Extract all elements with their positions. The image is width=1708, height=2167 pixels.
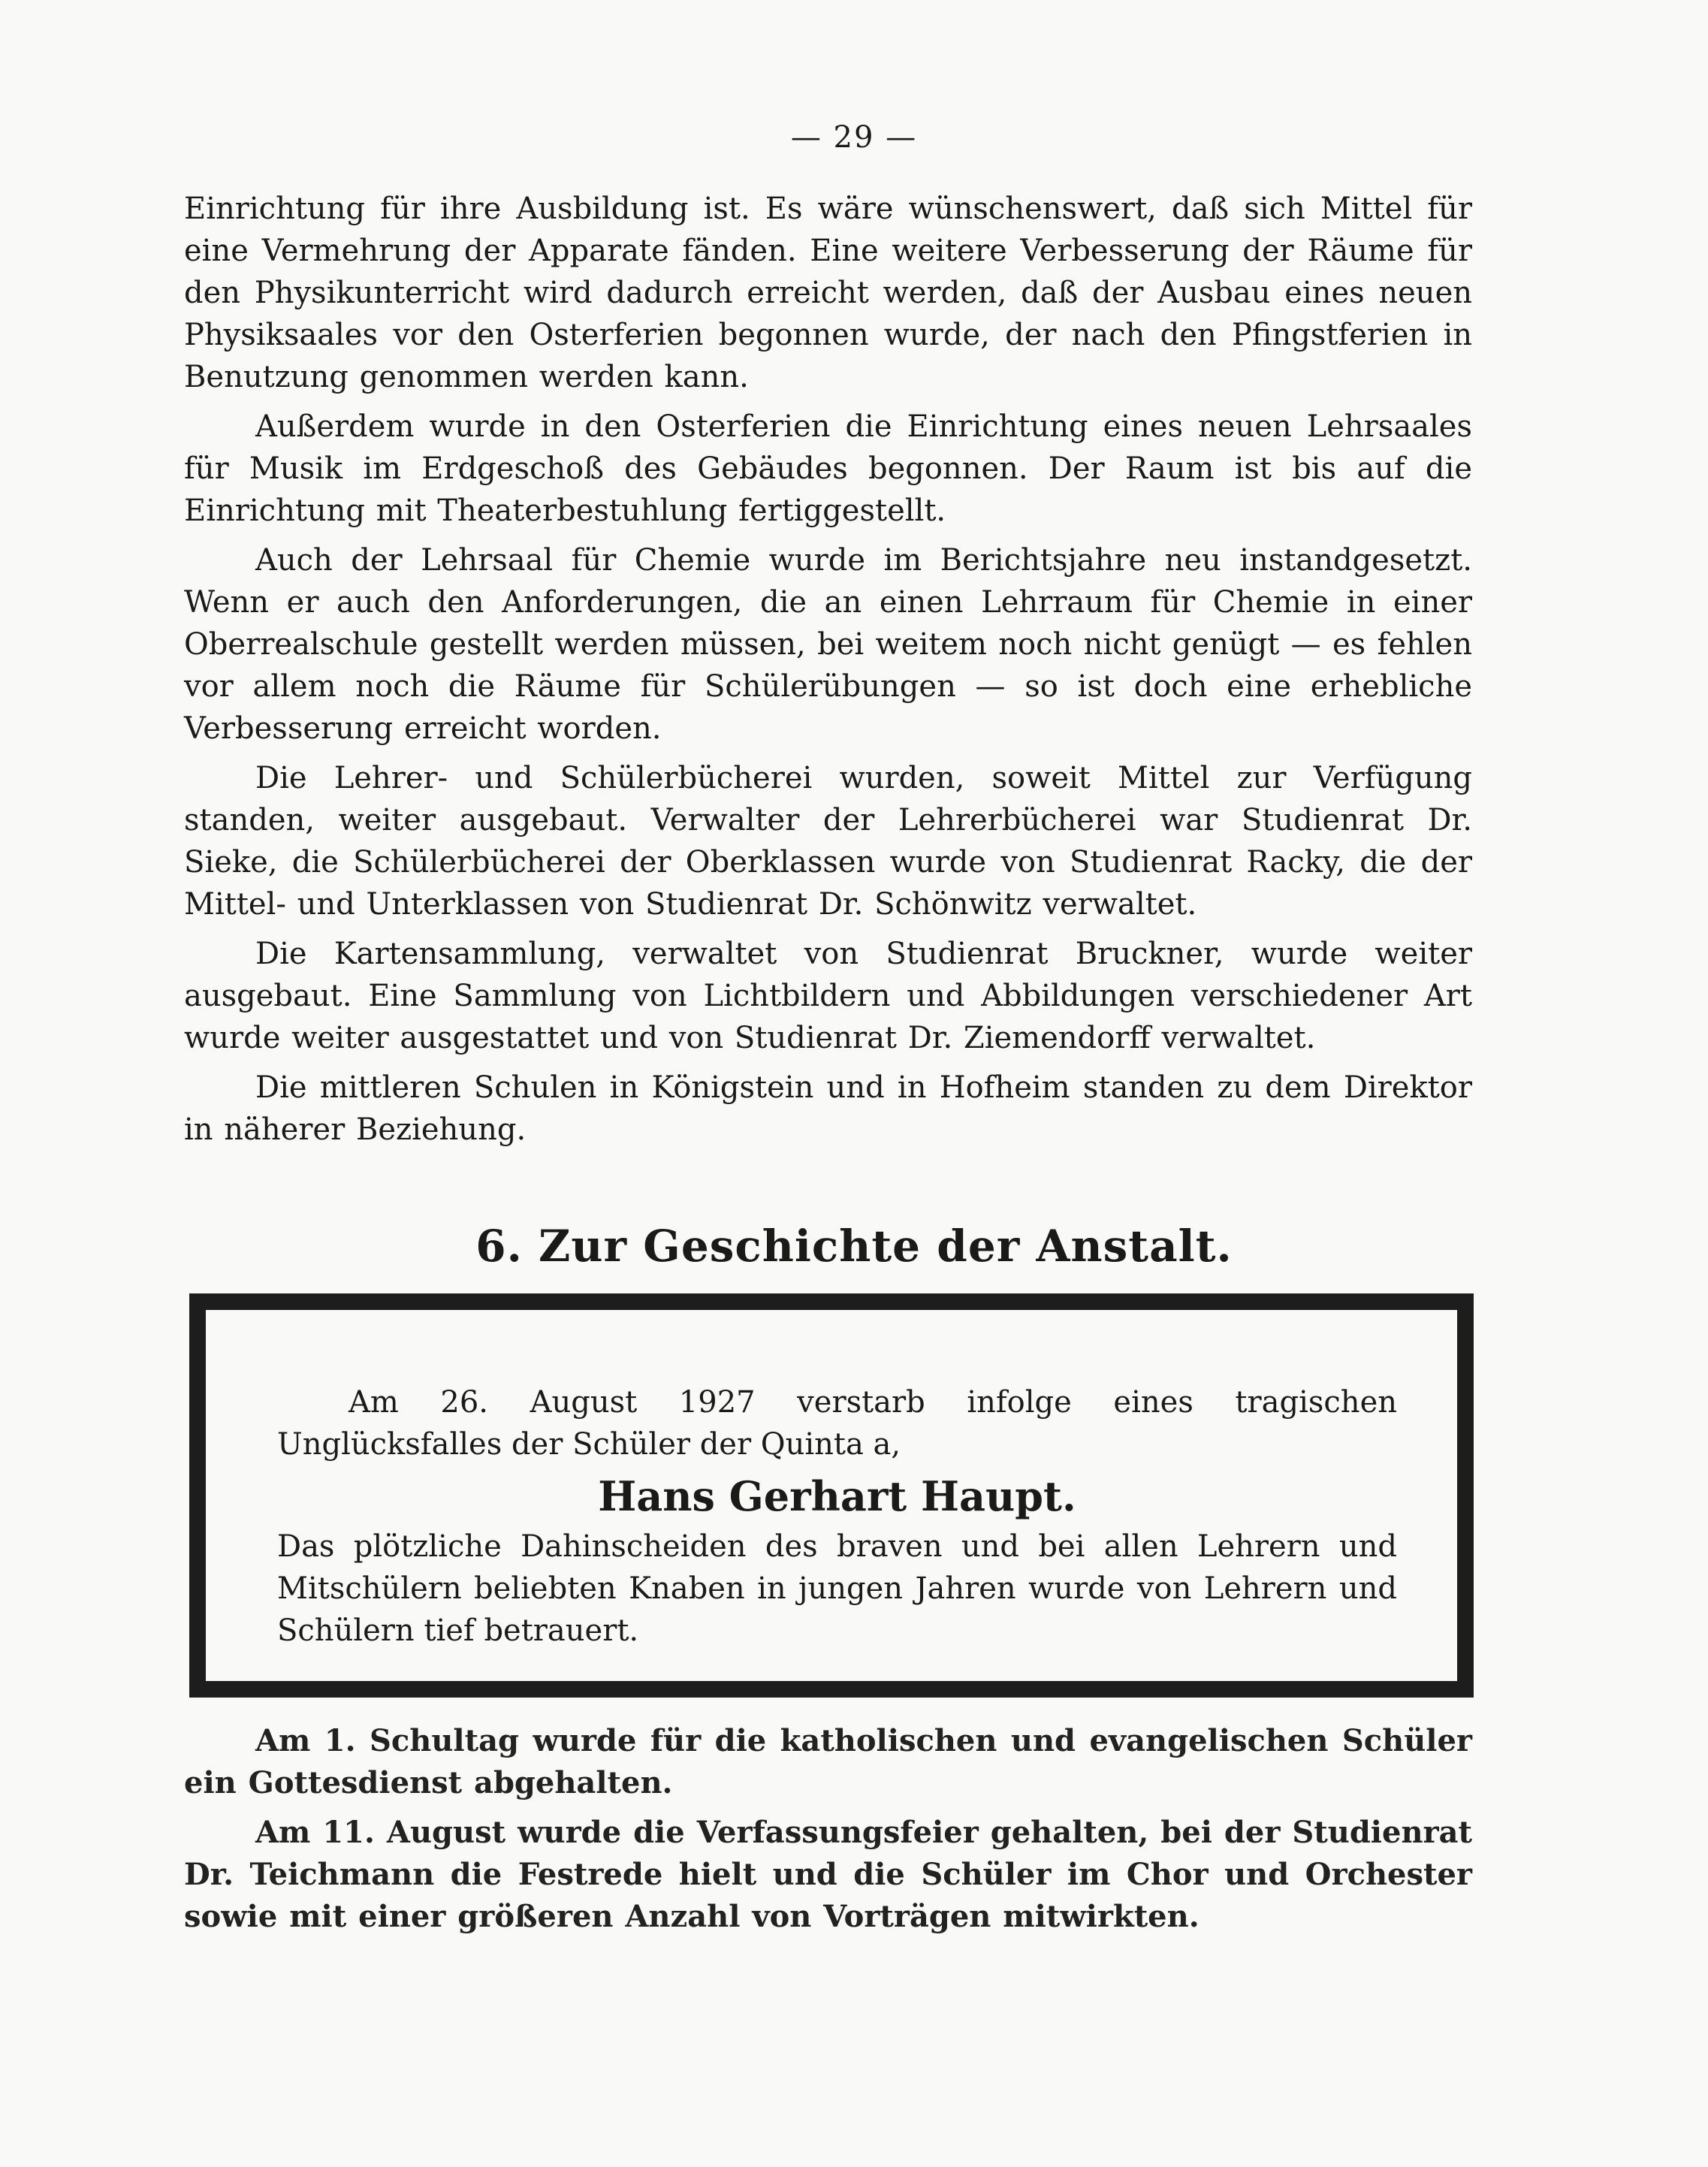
paragraph: Die Kartensammlung, verwaltet von Studienrat Bruckner, wurde weiter ausgebaut. Eine Sammlung von Lichtbildern und Abbildungen verschiedener Art wurde weiter ausgestattet und von Studienrat Dr. Ziemendorff verwaltet. (184, 937, 1472, 1055)
page-number: — 29 — (790, 120, 918, 155)
body-text-top (184, 188, 1472, 1151)
paragraph: Einrichtung für ihre Ausbildung ist. Es wäre wünschenswert, daß sich Mittel für eine Vermehrung der Apparate fänden. Eine weitere Verbesserung der Räume für den Physikunterricht wird dadurch erreicht werden, daß der Ausbau eines neuen Physiksaales vor den Osterferien begonnen wurde, der nach den Pfingstferien in Benutzung genommen werden kann. (184, 192, 1472, 394)
memorial-closing: Das plötzliche Dahinscheiden des braven und bei allen Lehrern und Mitschülern beliebten Knaben in jungen Jahren wurde von Lehrern und Schülern tief betrauert. (277, 1529, 1397, 1648)
memorial-intro: Am 26. August 1927 verstarb infolge eines tragischen Unglücksfalles der Schüler der Quinta a, (277, 1385, 1397, 1462)
body-text-bottom (184, 1720, 1472, 1938)
paragraph: Die Lehrer- und Schülerbücherei wurden, soweit Mittel zur Verfügung standen, weiter ausgebaut. Verwalter der Lehrerbücherei war Studienrat Dr. Sieke, die Schülerbücherei der Oberklassen wurde von Studienrat Racky, die der Mittel- und Unterklassen von Studienrat Dr. Schönwitz verwaltet. (184, 761, 1472, 922)
section-heading: 6. Zur Geschichte der Anstalt. (475, 1221, 1233, 1272)
memorial-notice-content (277, 1381, 1397, 1652)
paragraph: Am 11. August wurde die Verfassungsfeier gehalten, bei der Studienrat Dr. Teichmann die Festrede hielt und die Schüler im Chor und Orchester sowie mit einer größeren Anzahl von Vorträgen mitwirkten. (184, 1815, 1472, 1934)
memorial-name: Hans Gerhart Haupt. (598, 1472, 1076, 1520)
paragraph: Auch der Lehrsaal für Chemie wurde im Berichtsjahre neu instandgesetzt. Wenn er auch den Anforderungen, die an einen Lehrraum für Chemie in einer Oberrealschule gestellt werden müssen, bei weitem noch nicht genügt — es fehlen vor allem noch die Räume für Schülerübungen — so ist doch eine erhebliche Verbesserung erreicht worden. (184, 543, 1472, 746)
memorial-notice-frame (189, 1293, 1474, 1698)
paragraph: Am 1. Schultag wurde für die katholischen und evangelischen Schüler ein Gottesdienst abgehalten. (184, 1723, 1472, 1800)
paragraph: Außerdem wurde in den Osterferien die Einrichtung eines neuen Lehrsaales für Musik im Erdgeschoß des Gebäudes begonnen. Der Raum ist bis auf die Einrichtung mit Theaterbestuhlung fertiggestellt. (184, 409, 1472, 528)
paragraph: Die mittleren Schulen in Königstein und in Hofheim standen zu dem Direktor in näherer Beziehung. (184, 1070, 1472, 1147)
